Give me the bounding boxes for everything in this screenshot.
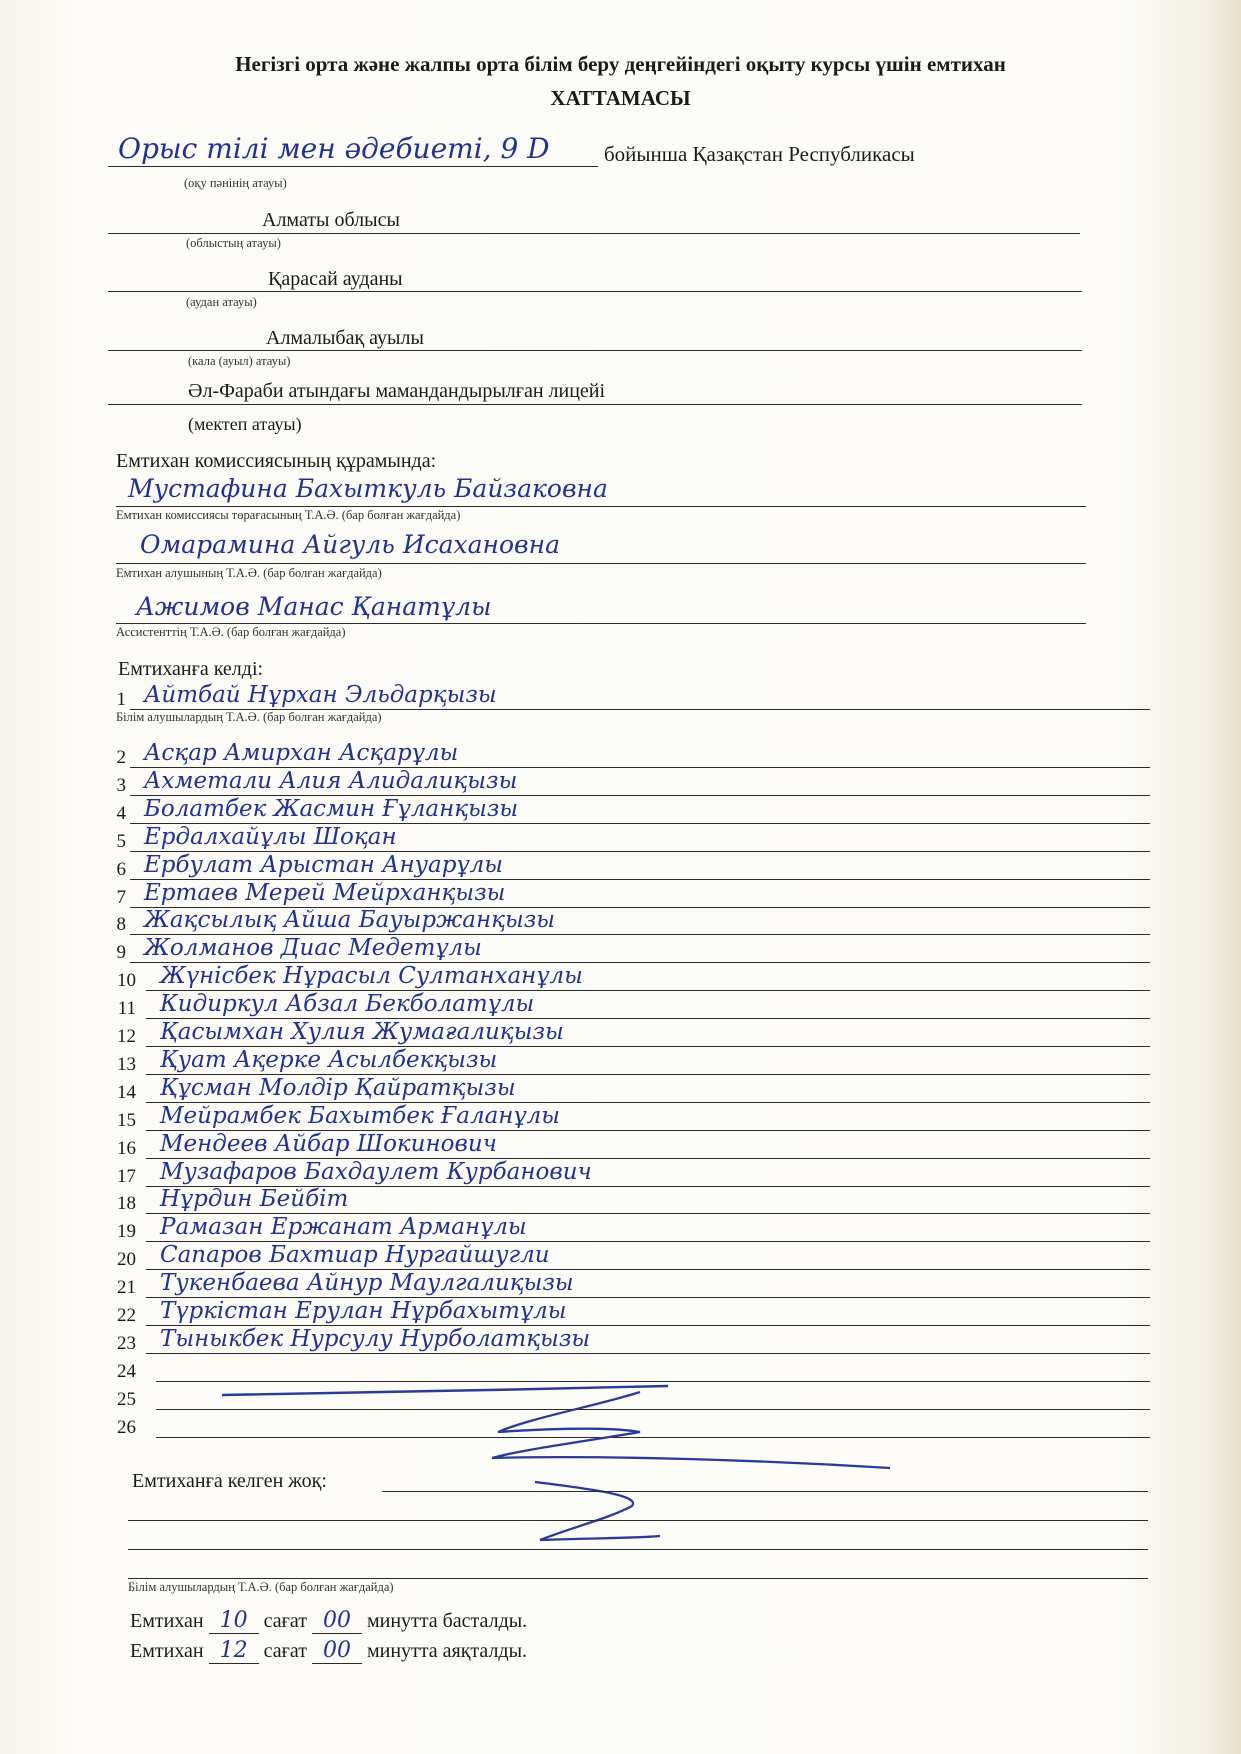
time-end-hour: 12 bbox=[209, 1638, 259, 1664]
student-name: Жақсылық Айша Бауыржанқызы bbox=[144, 907, 556, 934]
region-caption: (облыстың атауы) bbox=[186, 236, 281, 250]
student-number: 19 bbox=[117, 1221, 136, 1243]
student-name: Мейрамбек Бахытбек Ғаланұлы bbox=[160, 1102, 560, 1129]
student-number: 26 bbox=[117, 1416, 136, 1438]
not-attended-line-4 bbox=[128, 1578, 1148, 1579]
subject-suffix: бойынша Қазақстан Республикасы bbox=[604, 142, 915, 166]
commission-assistant-caption: Ассистенттің Т.А.Ә. (бар болған жағдайда) bbox=[116, 625, 346, 639]
commission-assistant-name: Ажимов Манас Қанатұлы bbox=[136, 592, 492, 621]
student-number: 1 bbox=[116, 689, 126, 710]
student-number: 10 bbox=[117, 970, 136, 992]
student-name: Болатбек Жасмин Ғұланқызы bbox=[144, 795, 519, 822]
time-end-prefix: Емтихан bbox=[130, 1640, 204, 1662]
student-number: 16 bbox=[117, 1137, 136, 1159]
student-number: 23 bbox=[117, 1332, 136, 1354]
student-number: 22 bbox=[117, 1305, 136, 1326]
not-attended-line-1 bbox=[382, 1491, 1148, 1492]
student-name: Қасымхан Хулия Жумағалиқызы bbox=[160, 1019, 564, 1045]
time-start-suffix: минутта басталды. bbox=[366, 1610, 528, 1632]
time-start-hour: 10 bbox=[209, 1608, 259, 1634]
student-number: 20 bbox=[117, 1249, 136, 1271]
subject-caption: (оқу пәнінің атауы) bbox=[184, 176, 287, 190]
not-attended-heading: Емтиханға келген жоқ: bbox=[132, 1470, 327, 1492]
school-value: Әл-Фараби атындағы мамандандырылған лицейі bbox=[188, 380, 606, 402]
time-start-row bbox=[130, 1608, 527, 1634]
student-name: Жолманов Диас Медетұлы bbox=[144, 935, 482, 962]
time-end-row bbox=[130, 1638, 527, 1664]
document-title-protocol: ХАТТАМАСЫ bbox=[550, 86, 691, 110]
time-start-minute: 00 bbox=[312, 1608, 362, 1634]
not-attended-line-2 bbox=[128, 1520, 1148, 1521]
commission-examiner-name: Омарамина Айгуль Исахановна bbox=[140, 530, 560, 559]
student-name: Нұрдин Бейбіт bbox=[160, 1186, 349, 1213]
student-name: Мендеев Айбар Шокинович bbox=[160, 1130, 497, 1157]
school-caption: (мектеп атауы) bbox=[188, 414, 302, 434]
student-name: Кидиркул Абзал Бекболатұлы bbox=[160, 991, 535, 1018]
student-name: Ербулат Арыстан Ануарұлы bbox=[144, 851, 503, 878]
student-number: 11 bbox=[117, 998, 136, 1020]
subject-value: Орыс тілі мен әдебиеті, 9 D bbox=[118, 132, 550, 165]
student-number: 7 bbox=[116, 886, 126, 908]
student-number: 9 bbox=[116, 942, 126, 964]
student-name: Жүнісбек Нұрасыл Султанханұлы bbox=[160, 963, 583, 990]
student-number: 3 bbox=[116, 774, 126, 796]
student-name: Құсман Молдір Қайратқызы bbox=[160, 1074, 516, 1101]
student-number: 17 bbox=[117, 1165, 136, 1187]
student-number: 14 bbox=[117, 1081, 136, 1103]
student-number: 8 bbox=[116, 914, 126, 936]
village-caption: (кала (ауыл) атауы) bbox=[188, 354, 291, 368]
student-number: 25 bbox=[117, 1388, 136, 1410]
region-value: Алматы облысы bbox=[262, 209, 400, 231]
student-number: 5 bbox=[116, 830, 126, 852]
commission-chair-caption: Емтихан комиссиясы төрағасының Т.А.Ә. (бар болған жағдайда) bbox=[116, 508, 461, 522]
time-end-hour-word: сағат bbox=[263, 1640, 307, 1662]
student-name: Ертаев Мерей Мейрханқызы bbox=[144, 879, 506, 906]
village-value: Алмалыбақ ауылы bbox=[266, 327, 424, 349]
student-number: 15 bbox=[117, 1109, 136, 1131]
student-number: 18 bbox=[117, 1193, 136, 1215]
student-name: Айтбай Нұрхан Эльдарқызы bbox=[144, 682, 497, 708]
student-name: Ердалхайұлы Шоқан bbox=[144, 823, 397, 850]
student-name: Түркістан Ерулан Нұрбахытұлы bbox=[160, 1298, 567, 1324]
student-number: 13 bbox=[117, 1053, 136, 1075]
time-end-suffix: минутта аяқталды. bbox=[366, 1640, 528, 1662]
student-name: Қуат Ақерке Асылбекқызы bbox=[160, 1046, 498, 1073]
student-number: 21 bbox=[117, 1277, 136, 1299]
student-name: Рамазан Ержанат Арманұлы bbox=[160, 1214, 527, 1241]
student-number: 4 bbox=[116, 802, 126, 824]
student-name: Ахметали Алия Алидалиқызы bbox=[144, 767, 518, 794]
strike-line-24 bbox=[222, 1386, 668, 1395]
district-value: Қарасай ауданы bbox=[268, 268, 403, 290]
document-title: Негізгі орта және жалпы орта білім беру деңгейіндегі оқыту курсы үшін емтихан bbox=[235, 52, 1006, 76]
time-end-minute: 00 bbox=[312, 1638, 362, 1664]
commission-chair-name: Мустафина Бахыткуль Байзаковна bbox=[128, 474, 608, 503]
strike-zigzag-upper bbox=[492, 1392, 890, 1468]
district-caption: (аудан атауы) bbox=[186, 295, 257, 309]
attended-caption: Білім алушылардың Т.А.Ә. (бар болған жағдайда) bbox=[116, 710, 382, 724]
student-name: Музафаров Бахдаулет Курбанович bbox=[160, 1158, 592, 1185]
student-name: Сапаров Бахтиар Нургайшугли bbox=[160, 1242, 550, 1269]
student-number: 24 bbox=[117, 1360, 136, 1382]
not-attended-line-3 bbox=[128, 1549, 1148, 1550]
student-name: Тукенбаева Айнур Маулгалиқызы bbox=[160, 1270, 574, 1297]
not-attended-caption: Білім алушылардың Т.А.Ә. (бар болған жағдайда) bbox=[128, 1580, 394, 1594]
student-number: 2 bbox=[116, 747, 126, 768]
commission-heading: Емтихан комиссиясының құрамында: bbox=[116, 450, 437, 472]
time-start-prefix: Емтихан bbox=[130, 1610, 204, 1632]
attended-heading: Емтиханға келді: bbox=[118, 658, 264, 680]
student-name: Тыныкбек Нурсулу Нурболатқызы bbox=[160, 1325, 591, 1352]
student-name: Асқар Амирхан Асқарұлы bbox=[144, 740, 459, 766]
student-number: 6 bbox=[116, 858, 126, 880]
student-number: 12 bbox=[117, 1026, 136, 1047]
time-start-hour-word: сағат bbox=[263, 1610, 307, 1632]
commission-examiner-caption: Емтихан алушының Т.А.Ә. (бар болған жағдайда) bbox=[116, 566, 382, 580]
